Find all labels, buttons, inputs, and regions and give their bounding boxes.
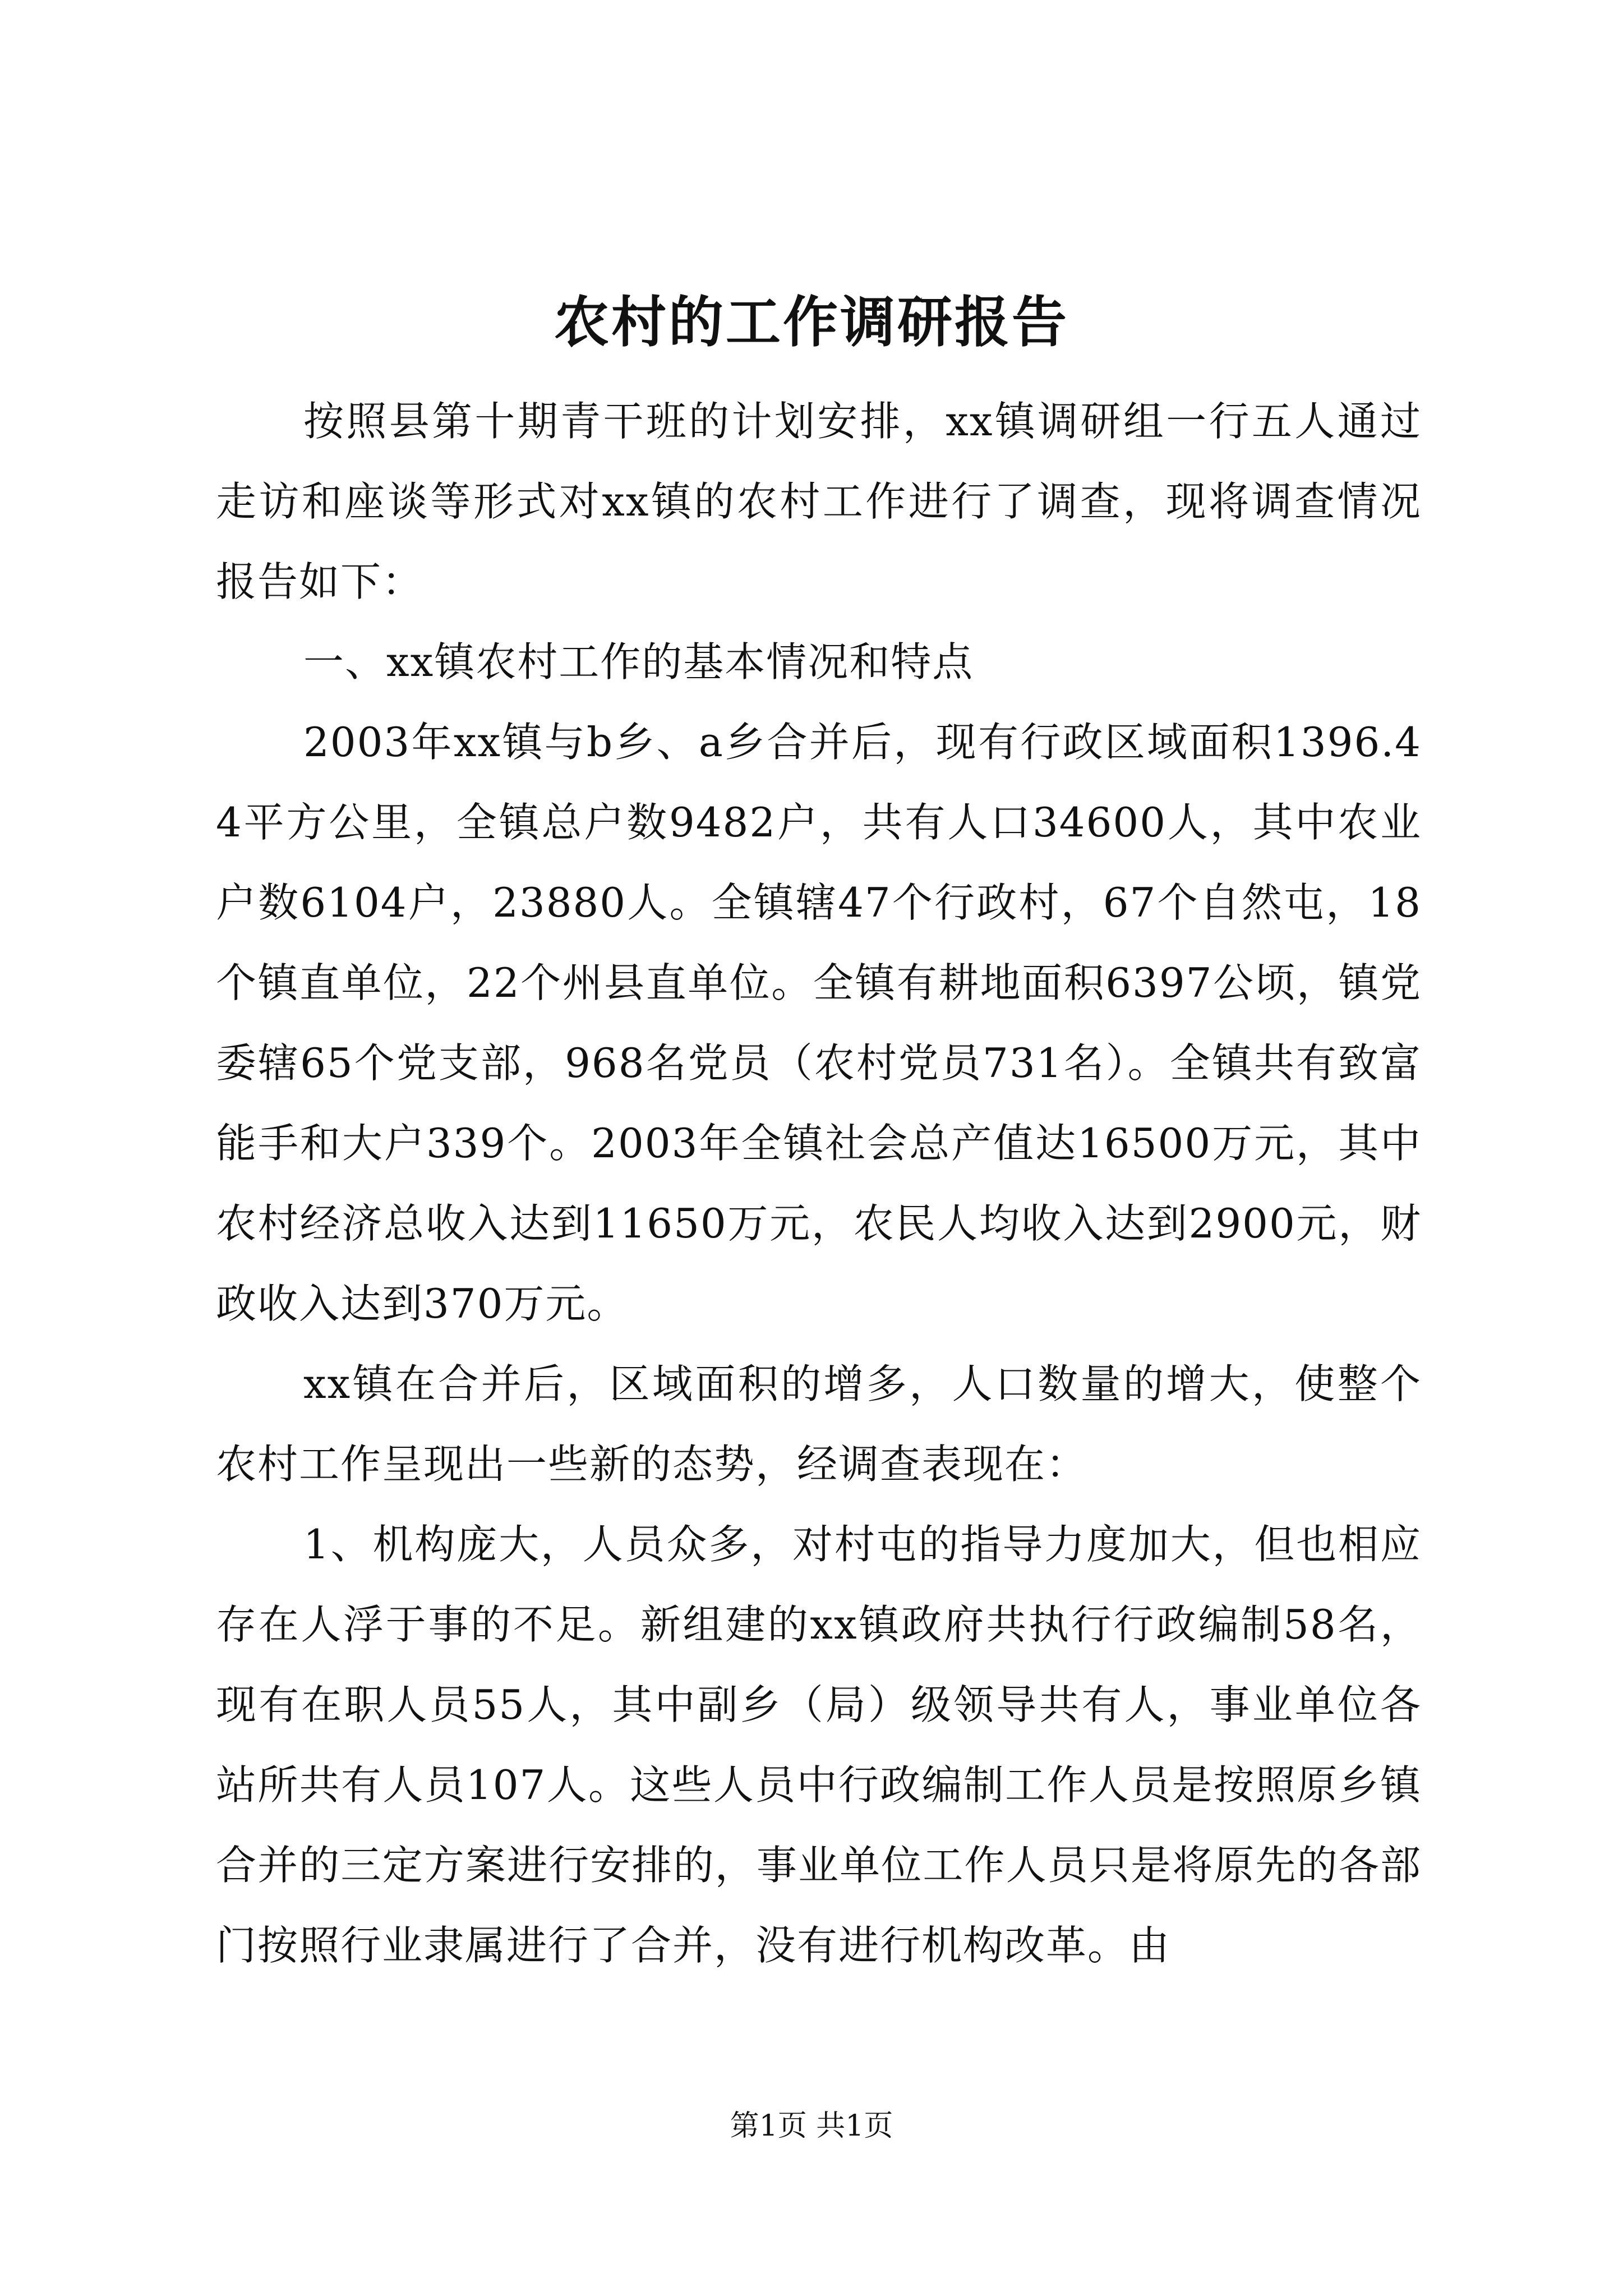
paragraph-intro: 按照县第十期青干班的计划安排，xx镇调研组一行五人通过走访和座谈等形式对xx镇的农村工作进行了调查，现将调查情况报告如下： bbox=[216, 398, 1422, 605]
section-heading-1: 一、xx镇农村工作的基本情况和特点 bbox=[303, 638, 974, 685]
paragraph-new-situation: xx镇在合并后，区域面积的增多，人口数量的增大，使整个农村工作呈现出一些新的态势，经调查表现在： bbox=[216, 1360, 1422, 1488]
paragraph-point-1: 1、机构庞大，人员众多，对村屯的指导力度加大，但也相应存在人浮于事的不足。新组建的xx镇政府共执行行政编制58名，现有在职人员55人，其中副乡（局）级领导共有人，事业单位各站所共有人员107人。这些人员中行政编制工作人员是按照原乡镇合并的三定方案进行安排的，事业单位工作人员只是将原先的各部门按照行业隶属进行了合并，没有进行机构改革。由 bbox=[216, 1521, 1422, 1969]
page-footer: 第1页 共1页 bbox=[730, 2109, 893, 2143]
document-body bbox=[216, 381, 1422, 1986]
document-title: 农村的工作调研报告 bbox=[554, 290, 1069, 355]
paragraph-basic-info: 2003年xx镇与b乡、a乡合并后，现有行政区域面积1396.44平方公里，全镇总户数9482户，共有人口34600人，其中农业户数6104户，23880人。全镇辖47个行政村，67个自然屯，18个镇直单位，22个州县直单位。全镇有耕地面积6397公顷，镇党委辖65个党支部，968名党员（农村党员731名）。全镇共有致富能手和大户339个。2003年全镇社会总产值达16500万元，其中农村经济总收入达到11650万元，农民人均收入达到2900元，财政收入达到370万元。 bbox=[216, 719, 1422, 1327]
